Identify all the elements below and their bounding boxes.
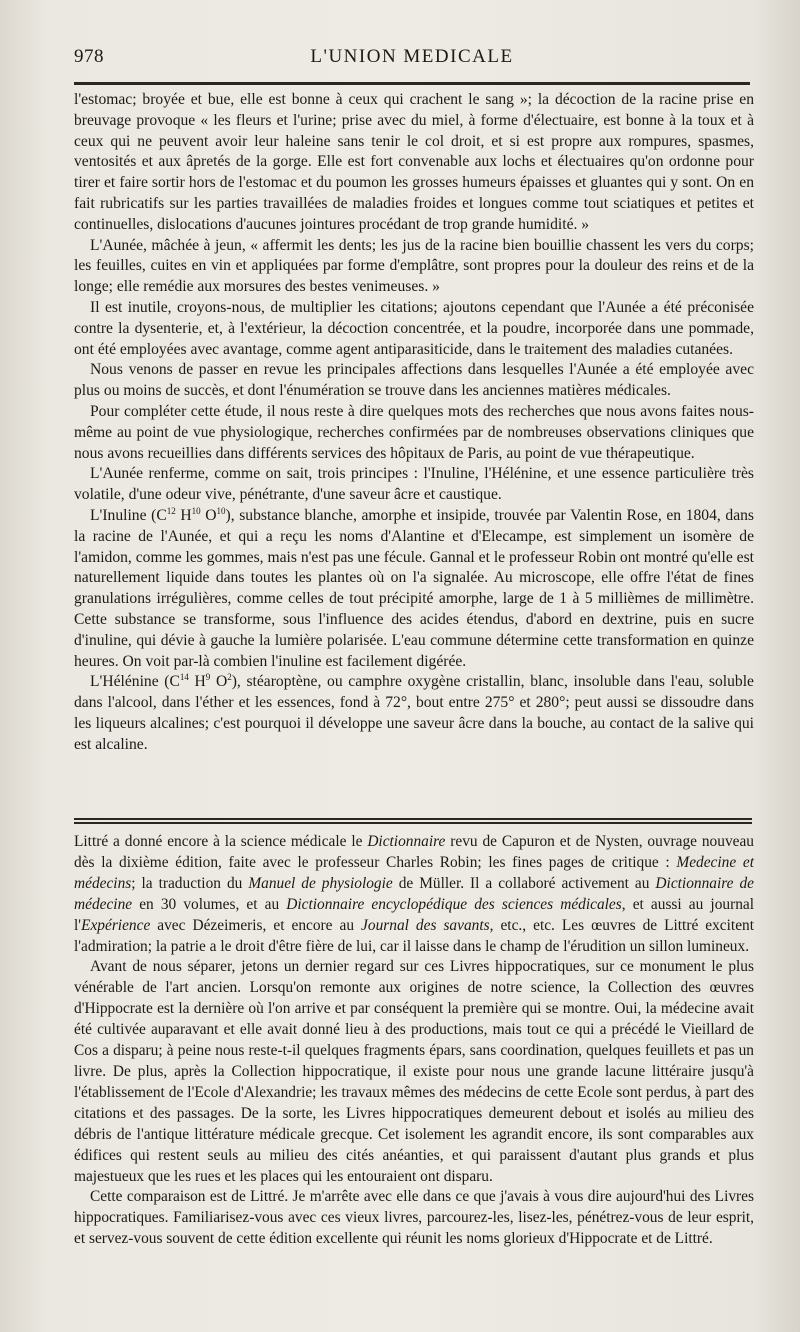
formula-superscript: 2 (227, 672, 232, 683)
italic-title: Journal des savants (361, 916, 490, 934)
text-run: en 30 volumes, et au (132, 895, 287, 913)
italic-title: Medecine et médecins (74, 853, 754, 892)
formula-superscript: 10 (216, 505, 226, 516)
paragraph-littre (74, 832, 754, 957)
italic-title: Dictionnaire encyclopédique des sciences médicales (286, 895, 622, 913)
paragraph: L'Aunée, mâchée à jeun, « affermit les dents; les jus de la racine bien bouillie chassent les vers du corps; les feuilles, cuites en vin et appliquées par forme d'emplâtre, sont propres pour la douleur des reins et de la longe; elle remédie aux morsures des bestes venimeuses. » (74, 236, 754, 296)
text-run: O (210, 673, 228, 691)
text-run: ), stéaroptène, ou camphre oxygène cristallin, blanc, insoluble dans l'eau, soluble dans l'alcool, dans l'éther et les essences, fond à 72°, bout entre 275° et 280°; peut aussi se dissoudre dans les liqueurs alcalines; c'est pourquoi il développe une saveur âcre dans la bouche, au contact de la salive qui est alcaline. (74, 673, 754, 753)
feuilleton-continuation (74, 832, 754, 1250)
formula-superscript: 9 (205, 672, 211, 683)
page-header (74, 42, 750, 72)
paragraph: l'estomac; broyée et bue, elle est bonne à ceux qui crachent le sang »; la décoction de la racine prise en breuvage provoque « les fleurs et l'urine; prise avec du miel, à forme d'électuaire, est bonne à la toux et à ceux qui ne peuvent avoir leur haleine sans tenir le col droit, et si est propre aux rompures, spasmes, ventosités et aux âpretés de la gorge. Elle est fort convenable aux lochs et électuaires qu'on ordonne pour tirer et faire sortir hors de l'estomac et du poumon les grosses humeurs épaisses et gluantes qui y sont. On en fait rubricatifs sur les parties travaillées de maladies froides et longues comme tout sciatiques et petites et continuelles, dislocations d'aucunes jointures procédant de trop grande humidité. » (74, 91, 754, 233)
text-run: H (175, 506, 192, 524)
text-run: de Müller. Il a collaboré activement au (392, 874, 656, 892)
text-run: Littré a donné encore à la science médicale le (74, 833, 368, 850)
paragraph: Avant de nous séparer, jetons un dernier regard sur ces Livres hippocratiques, sur ce monument le plus vénérable de l'art ancien. Lorsqu'on remonte aux origines de notre science, la Collection des œuvres d'Hippocrate est la dernière où l'on arrive et par conséquent la première qui se montre. Oui, la médecine avait été cultivée auparavant et elle avait donné lieu à des productions, mais tout ce qui a précédé le Vieillard de Cos a disparu; à peine nous reste-t-il quelques fragments épars, sans coordination, quelques feuillets et pas un livre. De plus, après la Collection hippocratique, il existe pour nous une grande lacune littéraire jusqu'à l'établissement de l'Ecole d'Alexandrie; les travaux mêmes des médecins de cette Ecole sont perdus, à part des citations et des passages. De la sorte, les Livres hippocratiques demeurent debout et isolés au milieu des débris de l'antique littérature médicale grecque. Cet isolement les agrandit encore, ils sont comparables aux édifices qui restent seuls au milieu des cités anéanties, et qui paraissent d'autant plus grands et plus majestueux que les rues et les places qui les entouraient ont disparu. (74, 958, 754, 1185)
text-run: L'Inuline (C (90, 506, 167, 524)
formula-superscript: 10 (191, 505, 201, 516)
paragraph: L'Aunée renferme, comme on sait, trois principes : l'Inuline, l'Hélénine, et une essence particulière très volatile, d'une odeur vive, pénétrante, d'une saveur âcre et caustique. (74, 465, 754, 504)
italic-title: Dictionnaire (367, 833, 446, 850)
paragraph: Nous venons de passer en revue les principales affections dans lesquelles l'Aunée a été employée avec plus ou moins de succès, et dont l'énumération se trouve dans les anciennes matières médicales. (74, 361, 754, 400)
running-title: L'UNION MEDICALE (310, 46, 514, 67)
text-run: H (188, 673, 206, 691)
text-run: , etc., etc. Les œuvres de Littré excitent l'admiration; la patrie a le droit d'être fière de lui, car il laisse dans le champ de l'érudition un sillon lumineux. (74, 916, 754, 955)
paragraph-helenine (74, 672, 754, 755)
text-run: avec Dézeimeris, et encore au (150, 916, 362, 934)
formula-superscript: 14 (179, 672, 189, 683)
text-run: , et aussi au journal l' (74, 895, 755, 934)
paragraph: Cette comparaison est de Littré. Je m'arrête avec elle dans ce que j'avais à vous dire aujourd'hui des Livres hippocratiques. Familiarisez-vous avec ces vieux livres, parcourez-les, lisez-les, pénétrez-vous de leur esprit, et servez-vous souvent de cette édition excellente qui réunit les noms glorieux d'Hippocrate et de Littré. (74, 1188, 754, 1248)
text-run: ), substance blanche, amorphe et insipide, trouvée par Valentin Rose, en 1804, dans la racine de l'Aunée, et qui a reçu les noms d'Alantine et d'Elecampe, est simplement un isomère de l'amidon, comme les gommes, mais n'est pas une fécule. Gannal et le professeur Robin ont montré qu'elle est naturellement liquide dans toutes les plantes où on l'a signalée. Au microscope, elle offre l'état de fines granulations irrégulières, comme celles de tout précipité amorphe, large de 1 à 5 millièmes de millimètre. Cette substance se transforme, sous l'influence des acides étendus, d'abord en dextrine, puis en sucre d'inuline, qui dévie à gauche la lumière polarisée. L'eau commune détermine cette transformation en quinze heures. On voit par-là combien l'inuline est facilement digérée. (74, 506, 754, 670)
formula-superscript: 12 (166, 505, 176, 516)
paragraph: Il est inutile, croyons-nous, de multiplier les citations; ajoutons cependant que l'Aunée a été préconisée contre la dysenterie, et, à l'extérieur, la décoction concentrée, et la poudre, incorporée dans une pommade, ont été employées avec avantage, comme agent antiparasiticide, dans le traitement des maladies cutanées. (74, 298, 754, 358)
italic-title: Expérience (81, 916, 151, 934)
section-divider (74, 818, 752, 824)
italic-title: Dictionnaire de médecine (74, 874, 754, 913)
text-run: ; la traduction du (131, 874, 249, 892)
article-continuation (74, 90, 754, 756)
paragraph-inuline (74, 506, 754, 672)
text-run: O (200, 506, 217, 524)
text-run: L'Hélénine (C (90, 673, 180, 691)
page-number: 978 (74, 46, 104, 67)
paragraph: Pour compléter cette étude, il nous reste à dire quelques mots des recherches que nous avons faites nous-même au point de vue physiologique, recherches confirmées par de nombreuses observations cliniques que nous avons recueillies dans différents services des hôpitaux de Paris, au point de vue thérapeutique. (74, 402, 754, 462)
italic-title: Manuel de physiologie (248, 874, 393, 892)
header-rule (74, 82, 750, 85)
text-run: revu de Capuron et de Nysten, ouvrage nouveau dès la dixième édition, faite avec le professeur Charles Robin; les fines pages de critique : (74, 833, 755, 871)
